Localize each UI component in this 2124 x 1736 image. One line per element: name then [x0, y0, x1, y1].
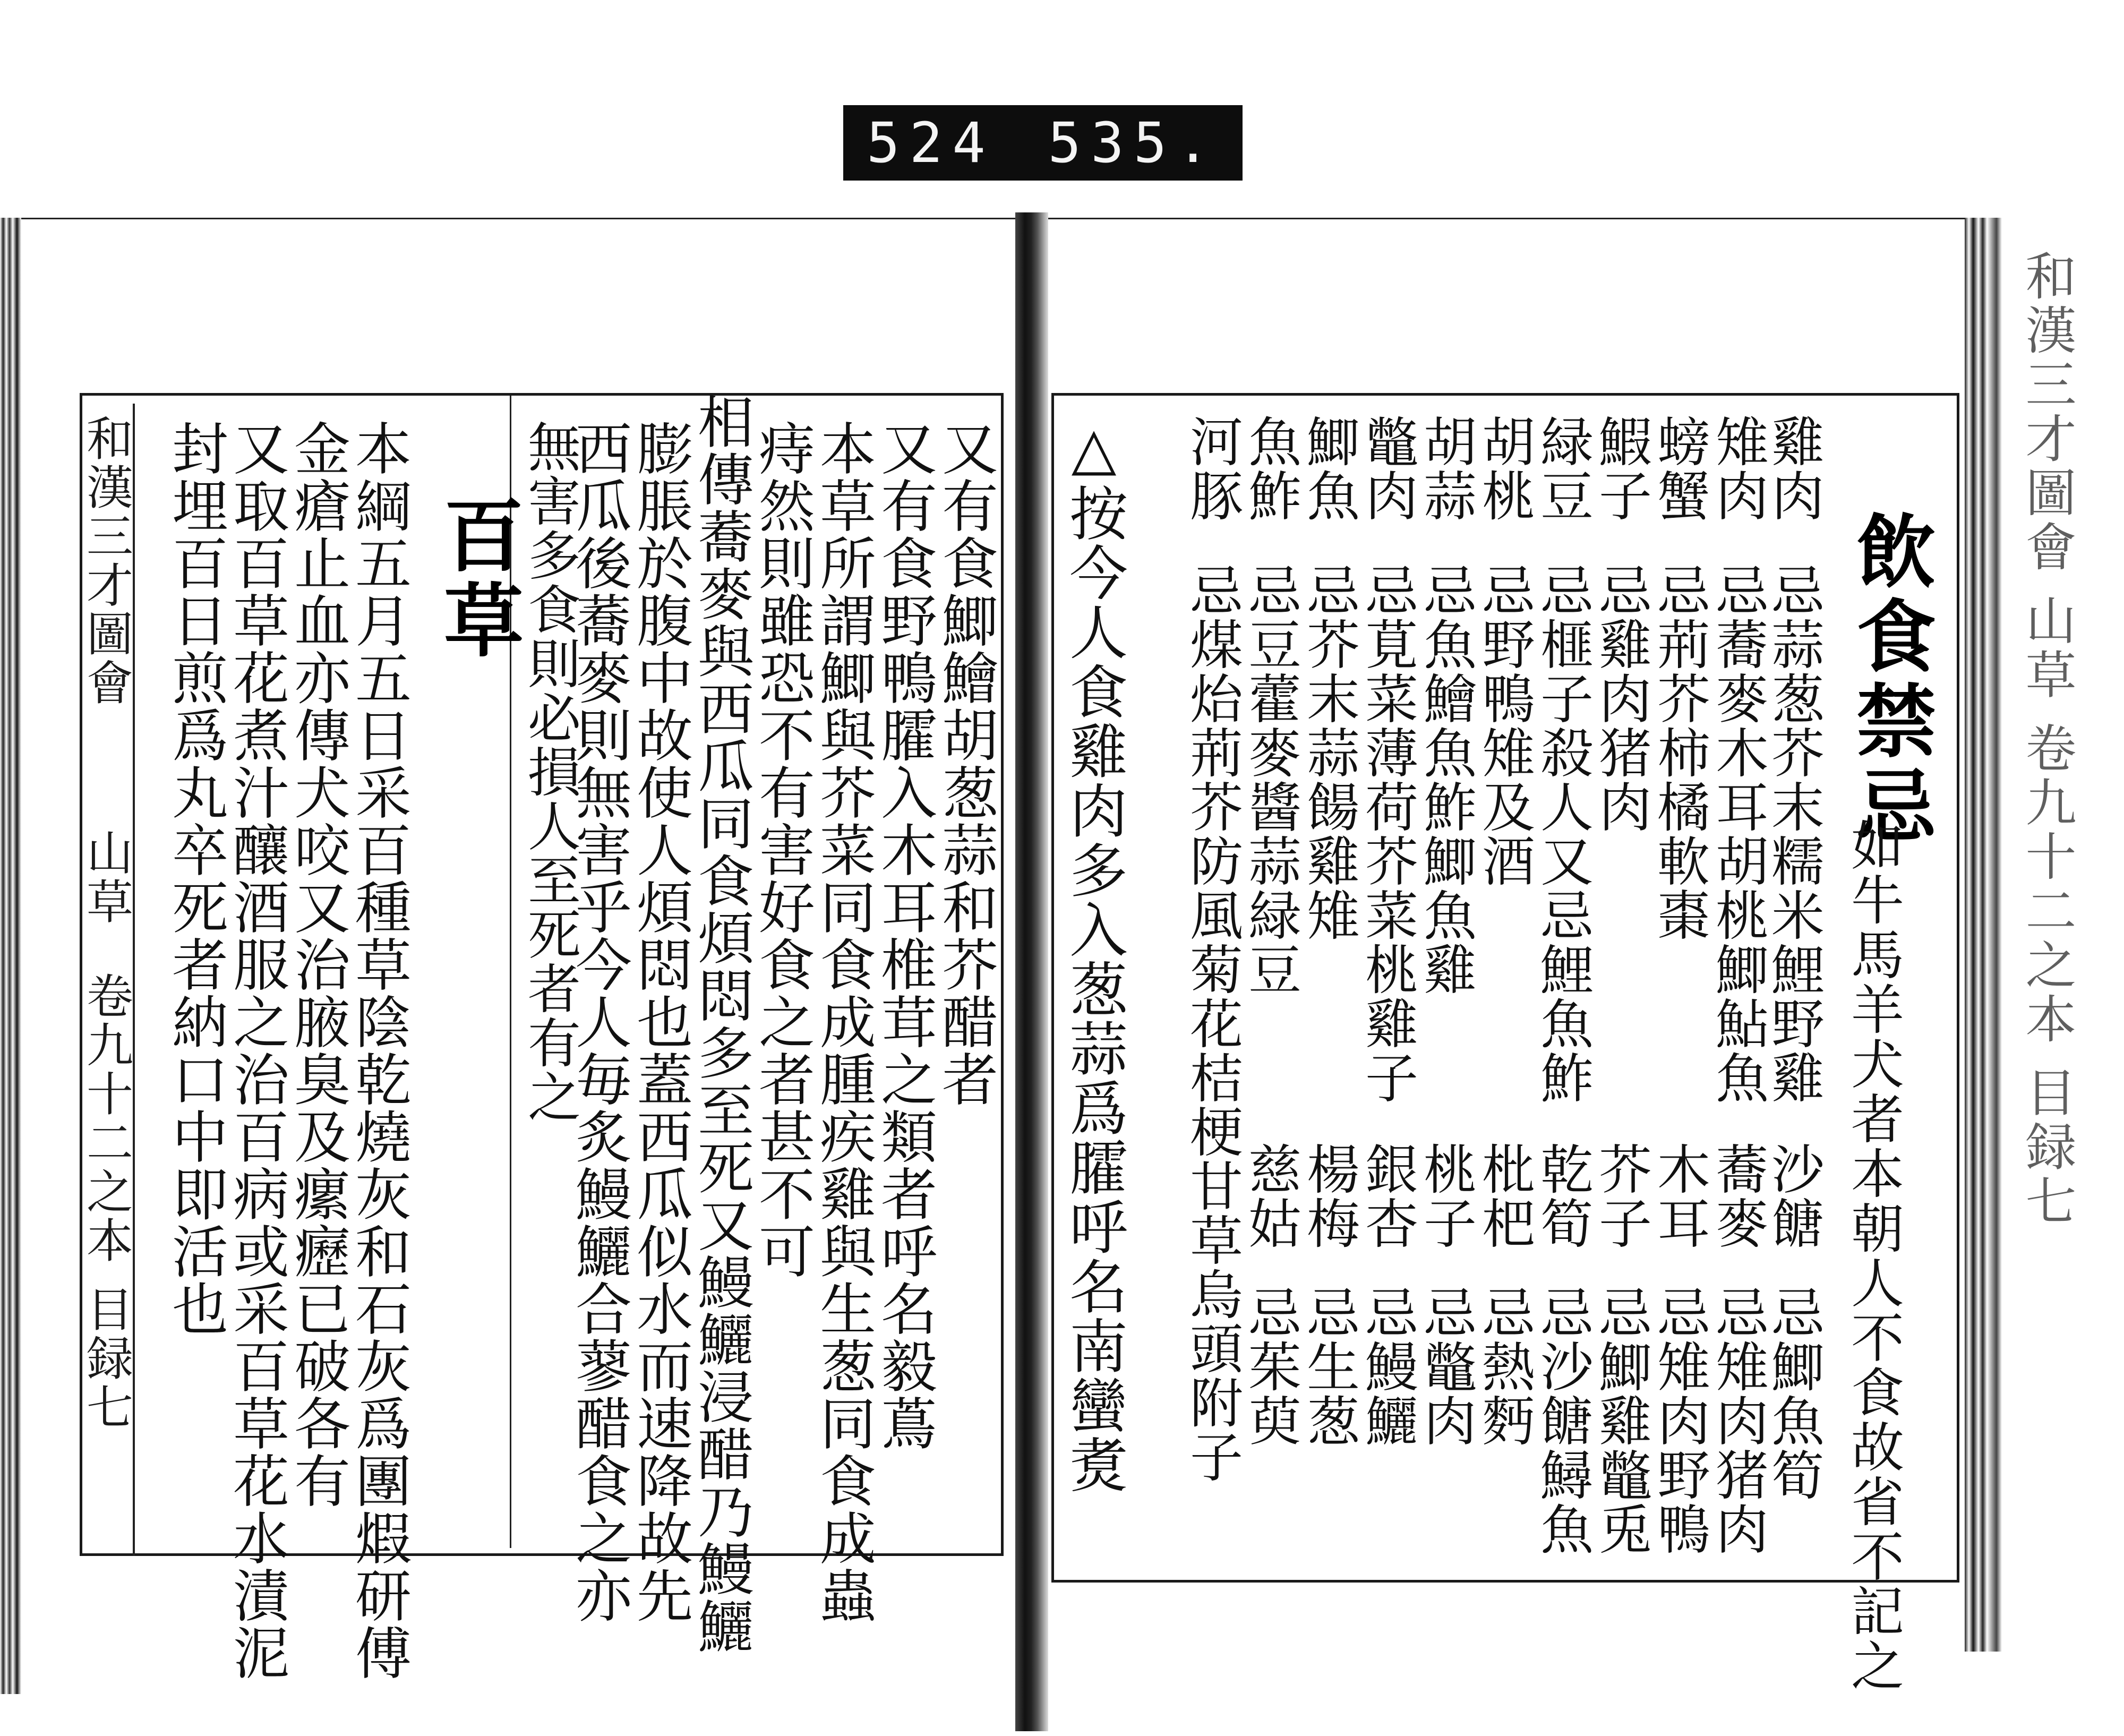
entry-item-11: 河豚	[1181, 414, 1243, 523]
entry2-item-6: 枇杷	[1473, 1142, 1535, 1250]
entry-item-1: 雞肉	[1762, 414, 1825, 523]
frame-number-right: 535.	[1048, 110, 1219, 175]
text-column-3: 本草所謂鯽與芥菜同食成腫疾雞與生葱同食成蟲	[811, 420, 876, 1624]
entry2-item-10: 慈姑	[1239, 1142, 1301, 1250]
section-heading-food-taboos: 飲食禁忌	[1843, 510, 1936, 850]
section-heading-baicao: 百草	[430, 494, 524, 664]
entry-item-3: 螃蟹	[1648, 414, 1710, 523]
baicao-column-1: 本綱五月五日采百種草陰乾燒灰和石灰爲團煆研傅	[346, 420, 412, 1681]
entry2-item-3: 木耳	[1648, 1142, 1710, 1250]
entry2-item-8: 銀杏	[1356, 1142, 1418, 1250]
entry2-rule-5: 忌沙餹鱘魚	[1531, 1285, 1594, 1556]
entry-rule-11: 忌煤炲荊芥防風菊花桔梗甘草烏頭附子	[1181, 563, 1243, 1484]
entry-item-7: 胡蒜	[1415, 414, 1477, 523]
entry-item-2: 雉肉	[1707, 414, 1769, 523]
entry2-item-4: 芥子	[1590, 1142, 1652, 1250]
text-column-8: 無害多食則必損人至死者有之	[519, 420, 581, 1124]
entry-rule-10: 忌豆藿麥醬蒜緑豆	[1239, 563, 1301, 996]
entry2-rule-6: 忌熱麪	[1473, 1285, 1535, 1448]
left-margin-book-title: 和漢三才圖會	[79, 414, 134, 707]
entry2-item-9: 楊梅	[1298, 1142, 1360, 1250]
text-column-4: 痔然則雖恐不有害好食之者甚不可	[750, 420, 815, 1280]
left-margin-volume: 卷九十二之本	[79, 972, 134, 1265]
left-page-edge	[0, 218, 21, 1694]
food-taboos-intro: 如牛馬羊犬者本朝人不食故省不記之	[1842, 818, 1904, 1693]
entry-rule-1: 忌蒜葱芥末糯米鯉野雞	[1762, 563, 1825, 1105]
text-column-6: 膨脹於腹中故使人煩悶也蓋西瓜似水而速降故先	[628, 420, 693, 1624]
entry-rule-3: 忌荊芥柿橘軟棗	[1648, 563, 1710, 942]
entry-rule-7: 忌魚鱠魚鮓鯽魚雞	[1415, 563, 1477, 996]
entry-rule-4: 忌雞肉猪肉	[1590, 563, 1652, 834]
baicao-column-4: 封埋百日煎爲丸卒死者納口中即活也	[163, 420, 228, 1337]
entry2-item-7: 桃子	[1415, 1142, 1477, 1250]
entry-item-4: 鰕子	[1590, 414, 1652, 523]
right-edge-fragments: 和漢三才圖會 山草 卷九十二之本 目録七	[2017, 250, 2077, 1229]
entry-item-8: 鼈肉	[1356, 414, 1418, 523]
entry2-rule-8: 忌鰻鱺	[1356, 1285, 1418, 1448]
left-margin-section: 山草	[79, 828, 134, 926]
entry2-rule-10: 忌茱萸	[1239, 1285, 1301, 1448]
entry-rule-5: 忌榧子殺人又忌鯉魚鮓	[1531, 563, 1594, 1105]
entry-item-9: 鯽魚	[1298, 414, 1360, 523]
entry2-rule-3: 忌雉肉野鴨	[1648, 1285, 1710, 1556]
entry-rule-9: 忌芥末蒜餳雞雉	[1298, 563, 1360, 942]
entry2-rule-4: 忌鯽雞鼈兎	[1590, 1285, 1652, 1556]
entry2-item-2: 蕎麥	[1707, 1142, 1769, 1250]
text-column-5: 相傳蕎麥與西瓜同食煩悶多至死又鰻鱺浸醋乃鰻鱺	[689, 393, 754, 1655]
entry2-rule-2: 忌雉肉猪肉	[1707, 1285, 1769, 1556]
frame-number-left: 524	[867, 110, 995, 175]
entry-rule-2: 忌蕎麥木耳胡桃鯽鮎魚	[1707, 563, 1769, 1105]
entry2-item-5: 乾筍	[1531, 1142, 1594, 1250]
entry2-rule-9: 忌生葱	[1298, 1285, 1360, 1448]
entry2-item-1: 沙餹	[1762, 1142, 1825, 1250]
entry-item-6: 胡桃	[1473, 414, 1535, 523]
entry2-rule-1: 忌鯽魚筍	[1762, 1285, 1825, 1502]
frame-number-label	[843, 105, 1243, 181]
baicao-column-2: 金瘡止血亦傳犬咬又治腋臭及瘰癧已破各有	[285, 420, 350, 1509]
text-column-2: 又有食野鴨臛入木耳椎茸之類者呼名毅蔦	[872, 420, 937, 1452]
entry-item-5: 緑豆	[1531, 414, 1594, 523]
annotation-note: △按今人食雞肉多入葱蒜爲臛呼名南蠻煑	[1060, 414, 1128, 1494]
text-column-1: 又有食鯽鱠胡葱蒜和芥醋者	[933, 420, 998, 1108]
text-column-7: 西瓜後蕎麥則無害乎今人毎炙鰻鱺合蓼醋食之亦	[567, 420, 632, 1624]
entry-rule-6: 忌野鴨雉及酒	[1473, 563, 1535, 888]
entry-rule-8: 忌莧菜薄荷芥菜桃雞子	[1356, 563, 1418, 1105]
baicao-column-3: 又取百草花煮汁釀酒服之治百病或采百草花水漬泥	[224, 420, 289, 1681]
entry2-rule-7: 忌鼈肉	[1415, 1285, 1477, 1448]
book-gutter	[1015, 212, 1048, 1731]
entry-item-10: 魚鮓	[1239, 414, 1301, 523]
left-margin-index: 目録七	[79, 1285, 134, 1432]
